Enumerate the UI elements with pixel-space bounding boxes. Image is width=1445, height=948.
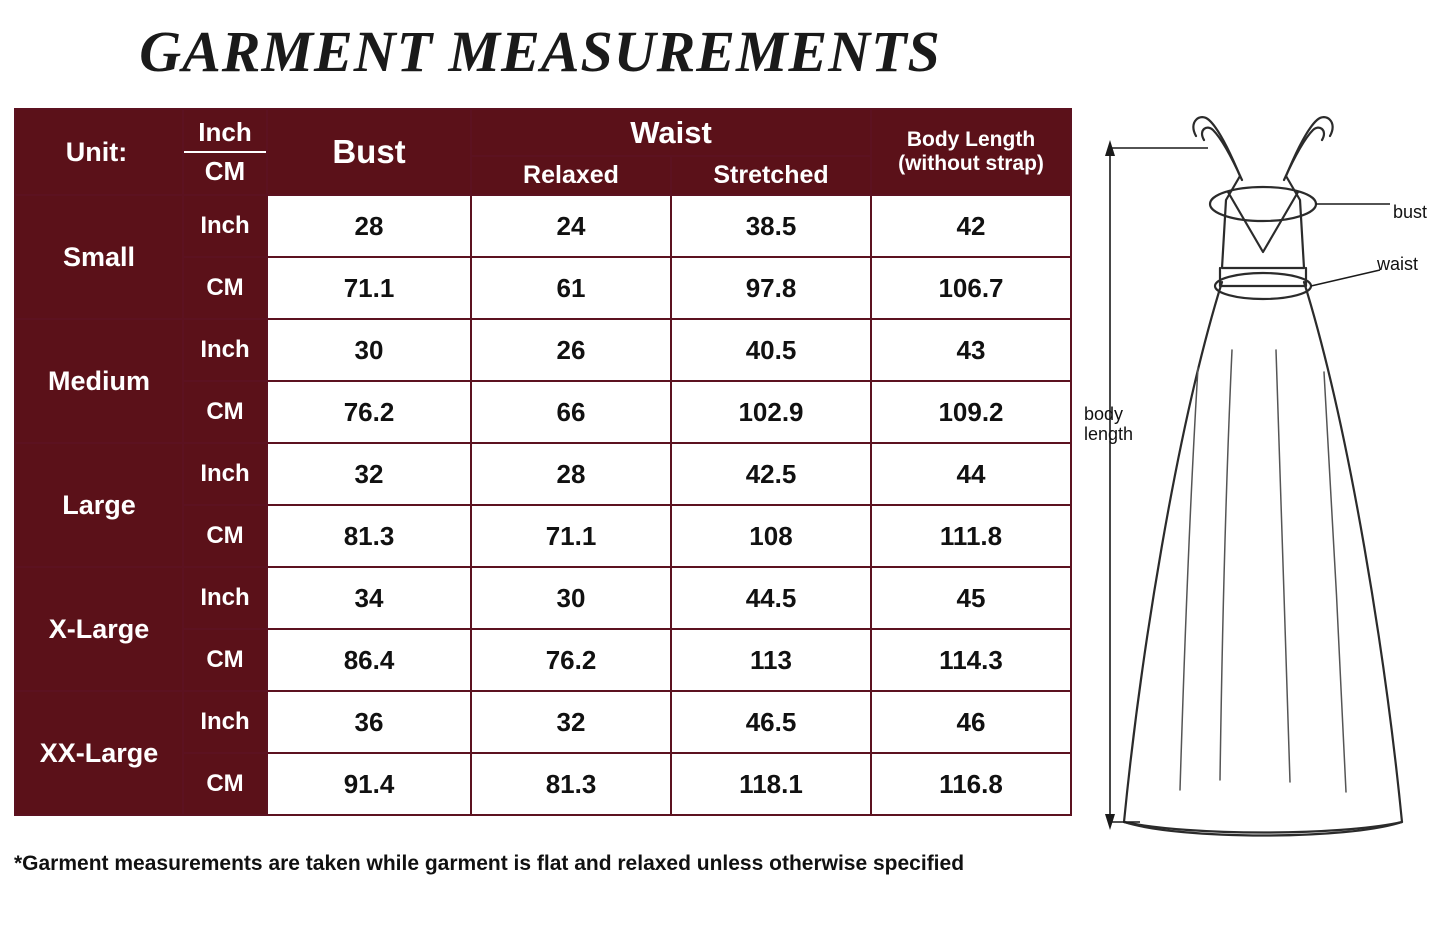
cell-bust: 81.3	[267, 505, 471, 567]
cell-body-length: 44	[871, 443, 1071, 505]
page-title: GARMENT MEASUREMENTS	[139, 19, 941, 84]
column-header-waist: Waist	[471, 109, 871, 156]
size-label-xx-large: XX-Large	[15, 691, 183, 815]
table-row	[15, 319, 1071, 381]
column-header-waist-stretched: Stretched	[671, 156, 871, 195]
cell-body-length: 106.7	[871, 257, 1071, 319]
cell-body-length: 116.8	[871, 753, 1071, 815]
row-unit-inch: Inch	[183, 443, 267, 505]
cell-body-length: 45	[871, 567, 1071, 629]
cell-body-length: 42	[871, 195, 1071, 257]
cell-bust: 28	[267, 195, 471, 257]
cell-waist-relaxed: 26	[471, 319, 671, 381]
cell-waist-stretched: 40.5	[671, 319, 871, 381]
left-strap-inner	[1202, 128, 1242, 180]
cell-bust: 76.2	[267, 381, 471, 443]
body-length-line-2: (without strap)	[898, 152, 1044, 175]
footnote: *Garment measurements are taken while garment is flat and relaxed unless otherwise specified	[14, 852, 965, 875]
row-unit-cm: CM	[183, 257, 267, 319]
cell-waist-relaxed: 24	[471, 195, 671, 257]
left-strap-outer	[1193, 117, 1240, 176]
label-bust: bust	[1393, 202, 1428, 222]
measurements-table-wrapper	[14, 108, 1070, 816]
table-body	[15, 195, 1071, 815]
row-unit-cm: CM	[183, 505, 267, 567]
cell-bust: 36	[267, 691, 471, 753]
cell-waist-stretched: 42.5	[671, 443, 871, 505]
cell-waist-stretched: 108	[671, 505, 871, 567]
measurements-table	[14, 108, 1072, 816]
cell-bust: 32	[267, 443, 471, 505]
size-label-medium: Medium	[15, 319, 183, 443]
label-body-length	[1084, 405, 1156, 445]
garment-illustration	[1080, 100, 1445, 860]
size-label-x-large: X-Large	[15, 567, 183, 691]
row-unit-inch: Inch	[183, 567, 267, 629]
size-label-large: Large	[15, 443, 183, 567]
cell-waist-stretched: 46.5	[671, 691, 871, 753]
cell-waist-relaxed: 81.3	[471, 753, 671, 815]
cell-waist-relaxed: 32	[471, 691, 671, 753]
cell-waist-relaxed: 28	[471, 443, 671, 505]
cell-waist-stretched: 44.5	[671, 567, 871, 629]
drape-line-3	[1276, 350, 1290, 782]
right-strap-inner	[1284, 128, 1324, 180]
cell-bust: 71.1	[267, 257, 471, 319]
cell-body-length: 111.8	[871, 505, 1071, 567]
table-row	[15, 195, 1071, 257]
cell-waist-stretched: 118.1	[671, 753, 871, 815]
unit-toggle	[184, 114, 266, 190]
cell-body-length: 114.3	[871, 629, 1071, 691]
table-row	[15, 691, 1071, 753]
row-unit-inch: Inch	[183, 319, 267, 381]
drape-line-1	[1180, 368, 1198, 790]
column-header-waist-relaxed: Relaxed	[471, 156, 671, 195]
cell-bust: 86.4	[267, 629, 471, 691]
unit-option-inch[interactable]: Inch	[184, 114, 266, 153]
unit-label-cell	[15, 109, 183, 195]
row-unit-cm: CM	[183, 629, 267, 691]
body-length-line-1: Body Length	[906, 127, 1036, 151]
cell-bust: 91.4	[267, 753, 471, 815]
table-row	[15, 567, 1071, 629]
drape-line-2	[1220, 350, 1232, 780]
cell-waist-relaxed: 30	[471, 567, 671, 629]
cell-waist-stretched: 97.8	[671, 257, 871, 319]
cell-bust: 34	[267, 567, 471, 629]
row-unit-inch: Inch	[183, 691, 267, 753]
cell-bust: 30	[267, 319, 471, 381]
cell-waist-relaxed: 66	[471, 381, 671, 443]
right-strap-outer	[1286, 117, 1333, 176]
cell-waist-stretched: 38.5	[671, 195, 871, 257]
cell-waist-relaxed: 76.2	[471, 629, 671, 691]
table-header	[15, 109, 1071, 195]
label-waist: waist	[1377, 254, 1419, 274]
unit-label-text: Unit:	[65, 136, 128, 167]
column-header-bust: Bust	[267, 109, 471, 195]
column-header-body-length	[871, 109, 1071, 195]
cell-body-length: 43	[871, 319, 1071, 381]
cell-waist-relaxed: 61	[471, 257, 671, 319]
cell-body-length: 46	[871, 691, 1071, 753]
label-body-length-line-2: length	[1084, 423, 1134, 444]
table-header-row-1	[15, 109, 1071, 156]
cell-waist-relaxed: 71.1	[471, 505, 671, 567]
size-label-small: Small	[15, 195, 183, 319]
cell-waist-stretched: 113	[671, 629, 871, 691]
label-body-length-line-1: body	[1084, 404, 1124, 424]
unit-toggle-cell	[183, 109, 267, 195]
table-row	[15, 443, 1071, 505]
skirt-outline	[1124, 282, 1402, 836]
row-unit-cm: CM	[183, 753, 267, 815]
cell-body-length: 109.2	[871, 381, 1071, 443]
waist-leader-line	[1311, 270, 1380, 286]
row-unit-cm: CM	[183, 381, 267, 443]
waistband	[1220, 268, 1306, 286]
row-unit-inch: Inch	[183, 195, 267, 257]
cell-waist-stretched: 102.9	[671, 381, 871, 443]
unit-option-cm[interactable]: CM	[204, 156, 246, 186]
dress-diagram	[1080, 100, 1445, 860]
